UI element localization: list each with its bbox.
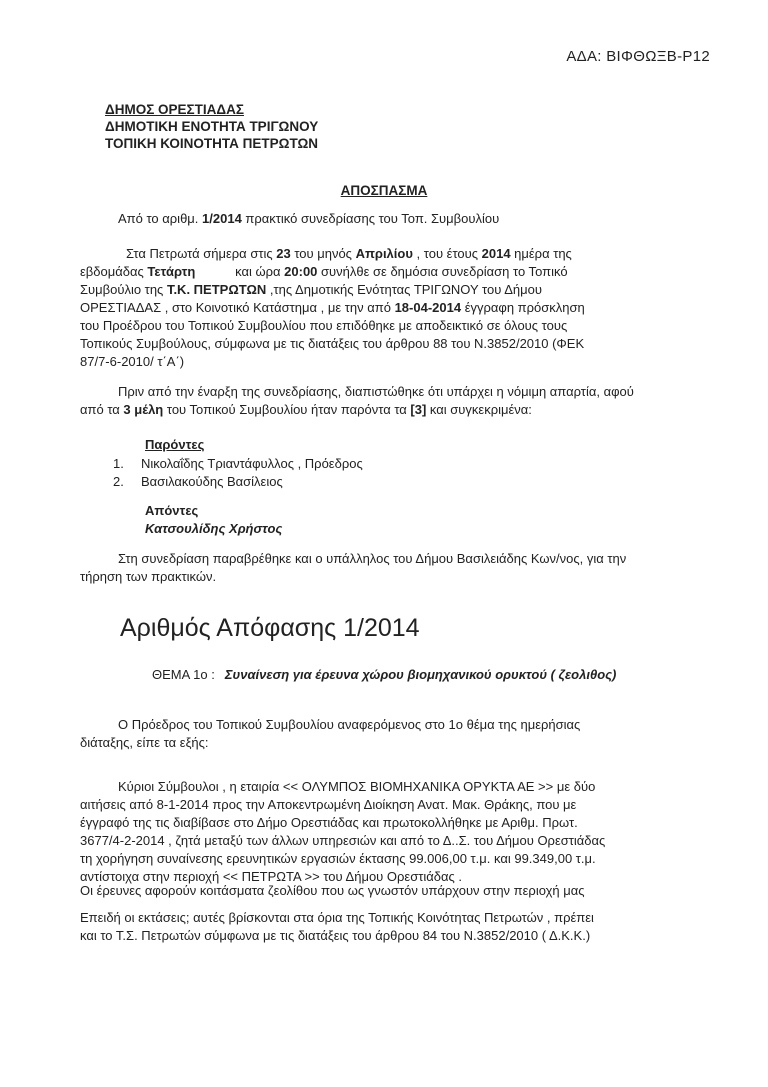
para2-line2 xyxy=(80,401,695,419)
para1-text: του μηνός xyxy=(290,246,356,261)
para2-text: από τα xyxy=(80,402,124,417)
para1-text: εβδομάδας xyxy=(80,264,148,279)
para3-line1: Στη συνεδρίαση παραβρέθηκε και ο υπάλληλος του Δήμου Βασιλειάδης Κων/νος, για την xyxy=(118,551,627,566)
member-count: 3 μέλη xyxy=(123,402,164,417)
para1-text: Συμβούλιο της xyxy=(80,282,167,297)
para1-line2 xyxy=(80,263,695,281)
para5-line4: 3677/4-2-2014 , ζητά μεταξύ των άλλων υπηρεσιών και από το Δ..Σ. του Δήμου Ορεστιάδας xyxy=(80,833,606,848)
intro-line xyxy=(118,210,499,228)
absent-section xyxy=(145,502,282,538)
para1-text: έγγραφη πρόσκληση xyxy=(461,300,585,315)
paragraph-quorum xyxy=(80,383,695,419)
para2-text: του Τοπικού Συμβουλίου ήταν παρόντα τα xyxy=(163,402,411,417)
meeting-time: 20:00 xyxy=(284,264,318,279)
minutes-number: 1/2014 xyxy=(202,211,242,226)
subject-label: ΘΕΜΑ 1ο : xyxy=(152,667,215,682)
absent-name: Κατσουλίδης Χρήστος xyxy=(145,521,283,536)
para1-text: , του έτους xyxy=(412,246,482,261)
member-name: Βασιλακούδης Βασίλειος xyxy=(141,474,283,489)
list-item xyxy=(113,455,363,473)
meeting-weekday: Τετάρτη xyxy=(147,264,196,279)
para6-line1: Οι έρευνες αφορούν κοιτάσματα ζεολίθου που ως γνωστόν υπάρχουν στην περιοχή μας xyxy=(80,883,585,898)
para1-line6: Τοπικούς Συμβούλους, σύμφωνα με τις διατάξεις του άρθρου 88 του Ν.3852/2010 (ΦΕΚ xyxy=(80,336,585,351)
municipal-unit: ΔΗΜΟΤΙΚΗ ΕΝΟΤΗΤΑ ΤΡΙΓΩΝΟΥ xyxy=(105,119,319,134)
paragraph-meeting xyxy=(80,245,695,371)
para3-line2: τήρηση των πρακτικών. xyxy=(80,569,217,584)
intro-post: πρακτικό συνεδρίασης του Τοπ. Συμβουλίου xyxy=(241,211,500,226)
list-item xyxy=(113,473,363,491)
paragraph-chairman xyxy=(80,716,695,752)
para5-line2: αιτήσεις από 8-1-2014 προς την Αποκεντρωμένη Διοίκηση Ανατ. Μακ. Θράκης, που με xyxy=(80,797,577,812)
para7-line2: και το Τ.Σ. Πετρωτών σύμφωνα με τις διατάξεις του άρθρου 84 του Ν.3852/2010 ( Δ.Κ.Κ.) xyxy=(80,928,591,943)
letterhead xyxy=(105,101,318,152)
para1-line1 xyxy=(80,245,695,263)
paragraph-deposits xyxy=(80,882,695,900)
list-number: 2. xyxy=(113,474,124,489)
subject-line xyxy=(152,667,616,682)
para1-line3 xyxy=(80,281,695,299)
meeting-year: 2014 xyxy=(481,246,511,261)
para5-line5: τη χορήγηση συναίνεσης ερευνητικών εργασιών έκτασης 99.006,00 τ.μ. και 99.349,00 τ.μ. xyxy=(80,851,596,866)
para2-text: και συγκεκριμένα: xyxy=(426,402,532,417)
para1-text: ημέρα της xyxy=(510,246,572,261)
intro-pre: Από το αριθμ. xyxy=(118,211,203,226)
municipality-name: ΔΗΜΟΣ ΟΡΕΣΤΙΑΔΑΣ xyxy=(105,102,244,117)
paragraph-clerk xyxy=(80,550,695,586)
meeting-day: 23 xyxy=(276,246,291,261)
para7-line1: Επειδή οι εκτάσεις; αυτές βρίσκονται στα όρια της Τοπικής Κοινότητας Πετρωτών , πρέπει xyxy=(80,910,594,925)
local-community: ΤΟΠΙΚΗ ΚΟΙΝΟΤΗΤΑ ΠΕΤΡΩΤΩΝ xyxy=(105,136,319,151)
present-count: [3] xyxy=(410,402,427,417)
meeting-month: Απριλίου xyxy=(355,246,413,261)
paragraph-request xyxy=(80,778,695,886)
para1-text: συνήλθε σε δημόσια συνεδρίαση το Τοπικό xyxy=(317,264,568,279)
absent-heading: Απόντες xyxy=(145,503,199,518)
para1-text: ,της Δημοτικής Ενότητας ΤΡΙΓΩΝΟΥ του Δήμου xyxy=(266,282,542,297)
member-name: Νικολαΐδης Τριαντάφυλλος , Πρόεδρος xyxy=(141,456,363,471)
para5-line3: έγγραφό της τις διαβίβασε στο Δήμο Ορεστιάδας και πρωτοκολλήθηκε με Αριθμ. Πρωτ. xyxy=(80,815,578,830)
present-list xyxy=(113,455,363,491)
para1-text: ΟΡΕΣΤΙΑΔΑΣ , στο Κοινοτικό Κατάστημα , με την από xyxy=(80,300,395,315)
para5-line1: Κύριοι Σύμβουλοι , η εταιρία << ΟΛΥΜΠΟΣ ΒΙΟΜΗΧΑΝΙΚΑ ΟΡΥΚΤΑ ΑΕ >> με δύο xyxy=(118,779,596,794)
para1-text: και ώρα xyxy=(195,264,285,279)
decision-title: Αριθμός Απόφασης 1/2014 xyxy=(120,614,420,642)
para1-text: Στα Πετρωτά σήμερα στις xyxy=(126,246,277,261)
list-number: 1. xyxy=(113,456,124,471)
subject-text: Συναίνεση για έρευνα χώρου βιομηχανικού ορυκτού ( ζεολιθος) xyxy=(224,667,617,682)
para4-line1: Ο Πρόεδρος του Τοπικού Συμβουλίου αναφερόμενος στο 1ο θέμα της ημερήσιας xyxy=(118,717,581,732)
para1-line7: 87/7-6-2010/ τ΄Α΄) xyxy=(80,354,185,369)
para2-line1: Πριν από την έναρξη της συνεδρίασης, διαπιστώθηκε ότι υπάρχει η νόμιμη απαρτία, αφού xyxy=(118,384,634,399)
paragraph-boundaries xyxy=(80,909,695,945)
para1-line4 xyxy=(80,299,695,317)
invitation-date: 18-04-2014 xyxy=(394,300,462,315)
community-name: Τ.Κ. ΠΕΤΡΩΤΩΝ xyxy=(166,282,267,297)
document-title: ΑΠΟΣΠΑΣΜΑ xyxy=(340,183,428,198)
present-heading: Παρόντες xyxy=(145,437,205,452)
ada-code: ΑΔΑ: ΒΙΦΘΩΞΒ-Ρ12 xyxy=(566,48,710,65)
para4-line2: διάταξης, είπε τα εξής: xyxy=(80,735,209,750)
para5-line6: αντίστοιχα στην περιοχή << ΠΕΤΡΩΤΑ >> του Δήμου Ορεστιάδας . xyxy=(80,869,462,884)
para1-line5: του Προέδρου του Τοπικού Συμβουλίου που επιδόθηκε με αποδεικτικό σε όλους τους xyxy=(80,318,568,333)
